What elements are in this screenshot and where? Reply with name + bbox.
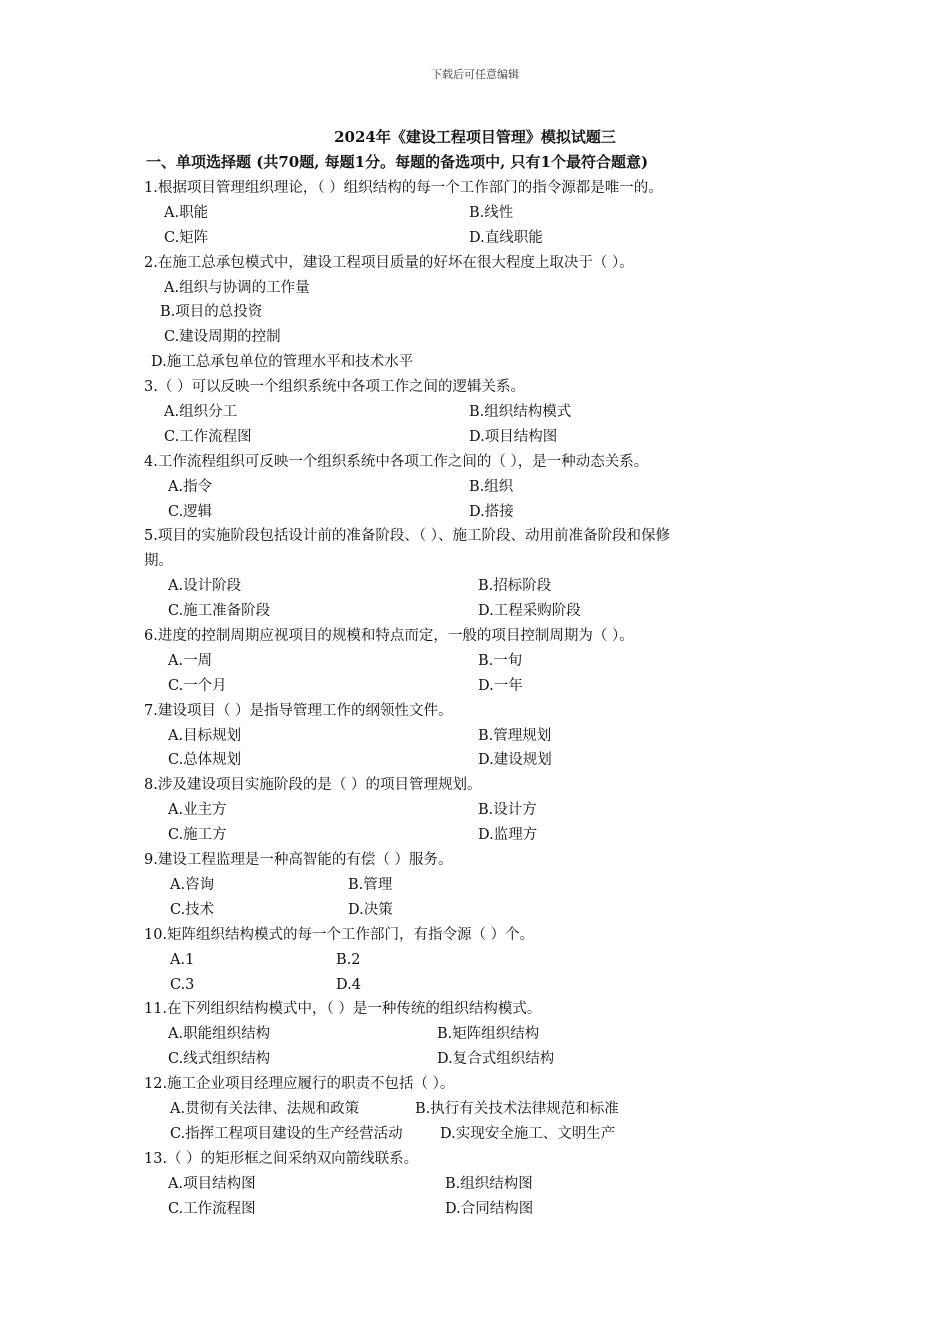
q2-row-a	[0, 276, 950, 301]
question-9-options-row-1	[0, 873, 950, 898]
q10-option-d: D.4	[336, 976, 361, 993]
question-4-stem: 4.工作流程组织可反映一个组织系统中各项工作之间的（ ），是一种动态关系。	[144, 453, 649, 470]
header-note: 下载后可任意编辑	[431, 68, 519, 81]
question-8-stem: 8.涉及建设项目实施阶段的是（ ）的项目管理规划。	[144, 777, 482, 794]
q8-option-d: D.监理方	[478, 827, 538, 844]
q11-option-c: C.线式组织结构	[168, 1051, 271, 1068]
question-1-options-row-1	[0, 201, 950, 226]
document-title: 2024年《建设工程项目管理》模拟试题三	[334, 128, 616, 146]
q8-option-c: C.施工方	[168, 827, 227, 844]
q1-option-b: B.线性	[469, 204, 514, 221]
q12-option-a: A.贯彻有关法律、法规和政策	[170, 1100, 360, 1117]
q3-option-c: C.工作流程图	[164, 428, 252, 445]
q10-option-c: C.3	[170, 976, 195, 993]
question-13-stem: 13.（ ）的矩形框之间采纳双向箭线联系。	[144, 1150, 419, 1167]
q6-option-d: D.一年	[478, 677, 523, 694]
q4-option-b: B.组织	[469, 478, 514, 495]
question-5-stem-continued: 期。	[144, 553, 173, 570]
question-13-options-row-2	[0, 1197, 950, 1222]
q2-row-d	[0, 350, 950, 375]
q7-option-a: A.目标规划	[168, 727, 242, 744]
question-10-options-row-1	[0, 948, 950, 973]
question-12-options-row-1	[0, 1097, 950, 1122]
question-list	[0, 176, 950, 1221]
q5-option-d: D.工程采购阶段	[478, 603, 581, 620]
q6-option-b: B.一旬	[478, 652, 523, 669]
q3-option-a: A.组织分工	[164, 404, 238, 421]
q2-option-d: D.施工总承包单位的管理水平和技术水平	[151, 354, 414, 371]
q11-option-d: D.复合式组织结构	[437, 1051, 555, 1068]
q2-row-b	[0, 300, 950, 325]
question-11-options-row-1	[0, 1022, 950, 1047]
q9-option-c: C.技术	[170, 901, 215, 918]
q7-option-c: C.总体规划	[168, 752, 242, 769]
question-12-options-row-2	[0, 1122, 950, 1147]
q3-option-d: D.项目结构图	[469, 428, 558, 445]
question-6-options-row-1	[0, 649, 950, 674]
q4-option-c: C.逻辑	[168, 503, 213, 520]
question-11-options-row-2	[0, 1047, 950, 1072]
q1-option-a: A.职能	[164, 204, 209, 221]
q2-row-c	[0, 325, 950, 350]
question-4-options-row-1	[0, 475, 950, 500]
q11-option-a: A.职能组织结构	[168, 1026, 271, 1043]
q4-option-d: D.搭接	[469, 503, 514, 520]
q6-option-c: C.一个月	[168, 677, 227, 694]
question-7-options-row-2	[0, 748, 950, 773]
question-6-options-row-2	[0, 674, 950, 699]
question-3-options-row-2	[0, 425, 950, 450]
question-3-options-row-1	[0, 400, 950, 425]
q2-option-c: C.建设周期的控制	[164, 329, 281, 346]
q12-option-d: D.实现安全施工、文明生产	[440, 1125, 616, 1142]
q5-option-c: C.施工准备阶段	[168, 603, 271, 620]
q2-option-b: B.项目的总投资	[160, 304, 263, 321]
question-4-options-row-2	[0, 500, 950, 525]
question-1-stem: 1.根据项目管理组织理论，（ ）组织结构的每一个工作部门的指令源都是唯一的。	[144, 180, 663, 196]
q13-option-b: B.组织结构图	[445, 1175, 533, 1192]
question-7-options-row-1	[0, 724, 950, 749]
q13-option-a: A.项目结构图	[168, 1175, 256, 1192]
question-8-options-row-2	[0, 823, 950, 848]
q12-option-c: C.指挥工程项目建设的生产经营活动	[170, 1125, 403, 1142]
question-6-stem: 6.进度的控制周期应视项目的规模和特点而定，一般的项目控制周期为（ ）。	[144, 628, 634, 645]
question-7-stem: 7.建设项目（ ）是指导管理工作的纲领性文件。	[144, 702, 453, 719]
q11-option-b: B.矩阵组织结构	[437, 1026, 540, 1043]
q5-option-a: A.设计阶段	[168, 578, 242, 595]
q7-option-b: B.管理规划	[478, 727, 552, 744]
q8-option-b: B.设计方	[478, 802, 537, 819]
q13-option-d: D.合同结构图	[445, 1200, 534, 1217]
q5-option-b: B.招标阶段	[478, 578, 552, 595]
question-11-stem: 11.在下列组织结构模式中，（ ）是一种传统的组织结构模式。	[144, 1001, 542, 1018]
question-2-stem: 2.在施工总承包模式中，建设工程项目质量的好坏在很大程度上取决于（ ）。	[144, 254, 634, 271]
q2-option-a: A.组织与协调的工作量	[164, 279, 310, 296]
q8-option-a: A.业主方	[168, 802, 227, 819]
question-3-stem: 3.（ ）可以反映一个组织系统中各项工作之间的逻辑关系。	[144, 379, 525, 396]
question-9-stem: 9.建设工程监理是一种高智能的有偿（ ）服务。	[144, 852, 453, 869]
question-5-options-row-1	[0, 574, 950, 599]
q9-option-d: D.决策	[348, 901, 393, 918]
q3-option-b: B.组织结构模式	[469, 404, 572, 421]
q9-option-b: B.管理	[348, 876, 393, 893]
question-5-stem: 5.项目的实施阶段包括设计前的准备阶段、（ ）、施工阶段、动用前准备阶段和保修	[144, 528, 670, 545]
q9-option-a: A.咨询	[170, 876, 215, 893]
q10-option-a: A.1	[170, 951, 195, 968]
q7-option-d: D.建设规划	[478, 752, 552, 769]
q1-option-d: D.直线职能	[469, 229, 543, 246]
q10-option-b: B.2	[336, 951, 361, 968]
question-9-options-row-2	[0, 898, 950, 923]
q1-option-c: C.矩阵	[164, 229, 209, 246]
question-5-options-row-2	[0, 599, 950, 624]
q13-option-c: C.工作流程图	[168, 1200, 256, 1217]
question-1-options-row-2	[0, 226, 950, 251]
question-12-stem: 12.施工企业项目经理应履行的职责不包括（ ）。	[144, 1076, 455, 1093]
q12-option-b: B.执行有关技术法律规范和标准	[415, 1100, 619, 1117]
question-10-options-row-2	[0, 973, 950, 998]
question-13-options-row-1	[0, 1172, 950, 1197]
q4-option-a: A.指令	[168, 478, 213, 495]
q6-option-a: A.一周	[168, 652, 213, 669]
question-10-stem: 10.矩阵组织结构模式的每一个工作部门，有指令源（ ）个。	[144, 926, 535, 943]
question-8-options-row-1	[0, 798, 950, 823]
section-title: 一、单项选择题 (共70题, 每题1分。每题的备选项中, 只有1个最符合题意)	[146, 153, 649, 171]
